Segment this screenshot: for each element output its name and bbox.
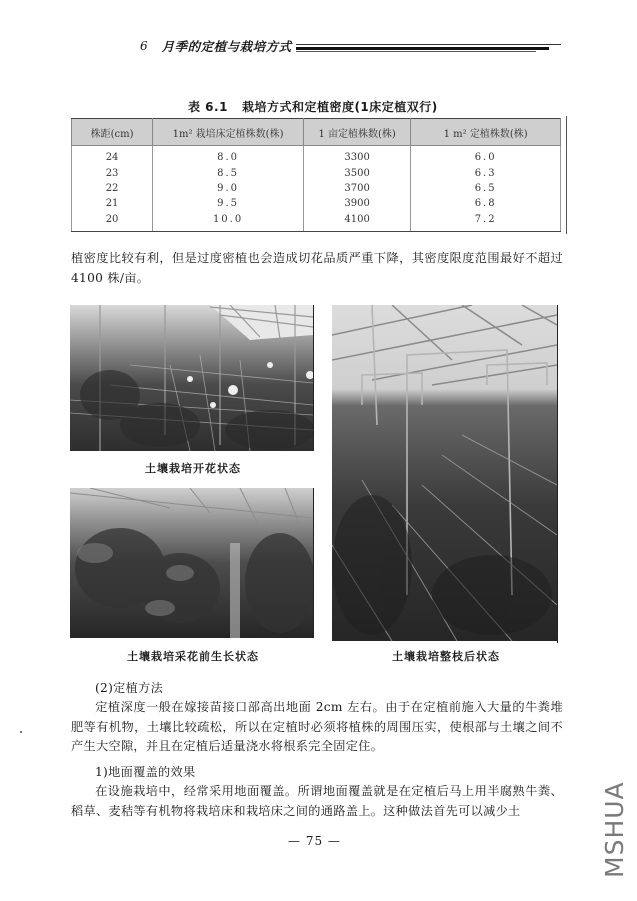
table-cell: 9.0 — [153, 181, 304, 196]
planting-density-table — [71, 118, 561, 232]
table-cell: 7.2 — [411, 212, 561, 232]
table-row — [72, 212, 561, 232]
photo-greenhouse-before-harvest — [70, 488, 313, 638]
figure-caption: 土壤栽培整枝后状态 — [392, 650, 500, 663]
column-header: 1 m² 定植株数(株) — [411, 119, 561, 146]
scan-speck — [20, 731, 22, 733]
page-number: — 75 — — [288, 834, 341, 848]
running-header — [140, 38, 292, 54]
column-header: 1m² 栽培床定植株数(株) — [153, 119, 304, 146]
table-row — [72, 181, 561, 196]
table-cell: 3500 — [304, 165, 411, 180]
body-paragraph: 植密度比较有利，但是过度密植也会造成切花品质严重下降，其密度限度范围最好不超过 4100 株/亩。 — [71, 251, 563, 285]
chapter-number: 6 — [140, 39, 148, 53]
subsection-heading: 1)地面覆盖的效果 — [95, 765, 196, 779]
table-row — [72, 165, 561, 180]
table-cell: 9.5 — [153, 196, 304, 211]
table-row — [72, 196, 561, 211]
column-header: 1 亩定植株数(株) — [304, 119, 411, 146]
table-cell: 3300 — [304, 146, 411, 166]
table-header-row — [72, 119, 561, 146]
table-cell: 24 — [72, 146, 153, 166]
table-cell: 8.5 — [153, 165, 304, 180]
scan-edge-line — [566, 116, 567, 234]
watermark: MSHUA — [600, 781, 629, 878]
table-caption — [188, 98, 438, 115]
chapter-title: 月季的定植与栽培方式 — [161, 39, 292, 54]
table-cell: 4100 — [304, 212, 411, 232]
photo-edge — [557, 305, 558, 643]
header-rule — [296, 44, 566, 52]
table-cell: 6.3 — [411, 165, 561, 180]
table-title: 栽培方式和定植密度(1床定植双行) — [241, 100, 438, 114]
table-cell: 20 — [72, 212, 153, 232]
table-cell: 8.0 — [153, 146, 304, 166]
photo-edge — [313, 488, 314, 638]
table-cell: 23 — [72, 165, 153, 180]
table-cell: 10.0 — [153, 212, 304, 232]
body-paragraph — [71, 698, 563, 757]
figure-caption: 土壤栽培采花前生长状态 — [127, 650, 259, 663]
table-cell: 22 — [72, 181, 153, 196]
table-cell: 21 — [72, 196, 153, 211]
photo-greenhouse-flowering — [70, 305, 313, 451]
table-cell: 6.0 — [411, 146, 561, 166]
photo-edge — [313, 305, 314, 451]
figure-caption: 土壤栽培开花状态 — [145, 462, 241, 475]
photo-greenhouse-after-pruning — [332, 305, 557, 641]
paragraph-text: 定植深度一般在嫁接苗接口部高出地面 2cm 左右。由于在定植前施入大量的牛粪堆肥等有机物，土壤比较疏松，所以在定植时必须将植株的周围压实，使根部与土壤之间不产生大空隙，并且在定植后适量浇水将根系完全固定住。 — [71, 700, 563, 753]
body-paragraph — [71, 782, 563, 821]
table-cell: 3700 — [304, 181, 411, 196]
paragraph-text: 在设施栽培中，经常采用地面覆盖。所谓地面覆盖就是在定植后马上用半腐熟牛粪、稻草、麦秸等有机物将栽培床和栽培床之间的通路盖上。这种做法首先可以减少土 — [71, 784, 563, 818]
table-cell: 6.8 — [411, 196, 561, 211]
table-cell: 3900 — [304, 196, 411, 211]
section-heading: (2)定植方法 — [95, 681, 164, 695]
table-cell: 6.5 — [411, 181, 561, 196]
table-row — [72, 146, 561, 166]
table-number: 表 6.1 — [188, 100, 228, 114]
column-header: 株距(cm) — [72, 119, 153, 146]
